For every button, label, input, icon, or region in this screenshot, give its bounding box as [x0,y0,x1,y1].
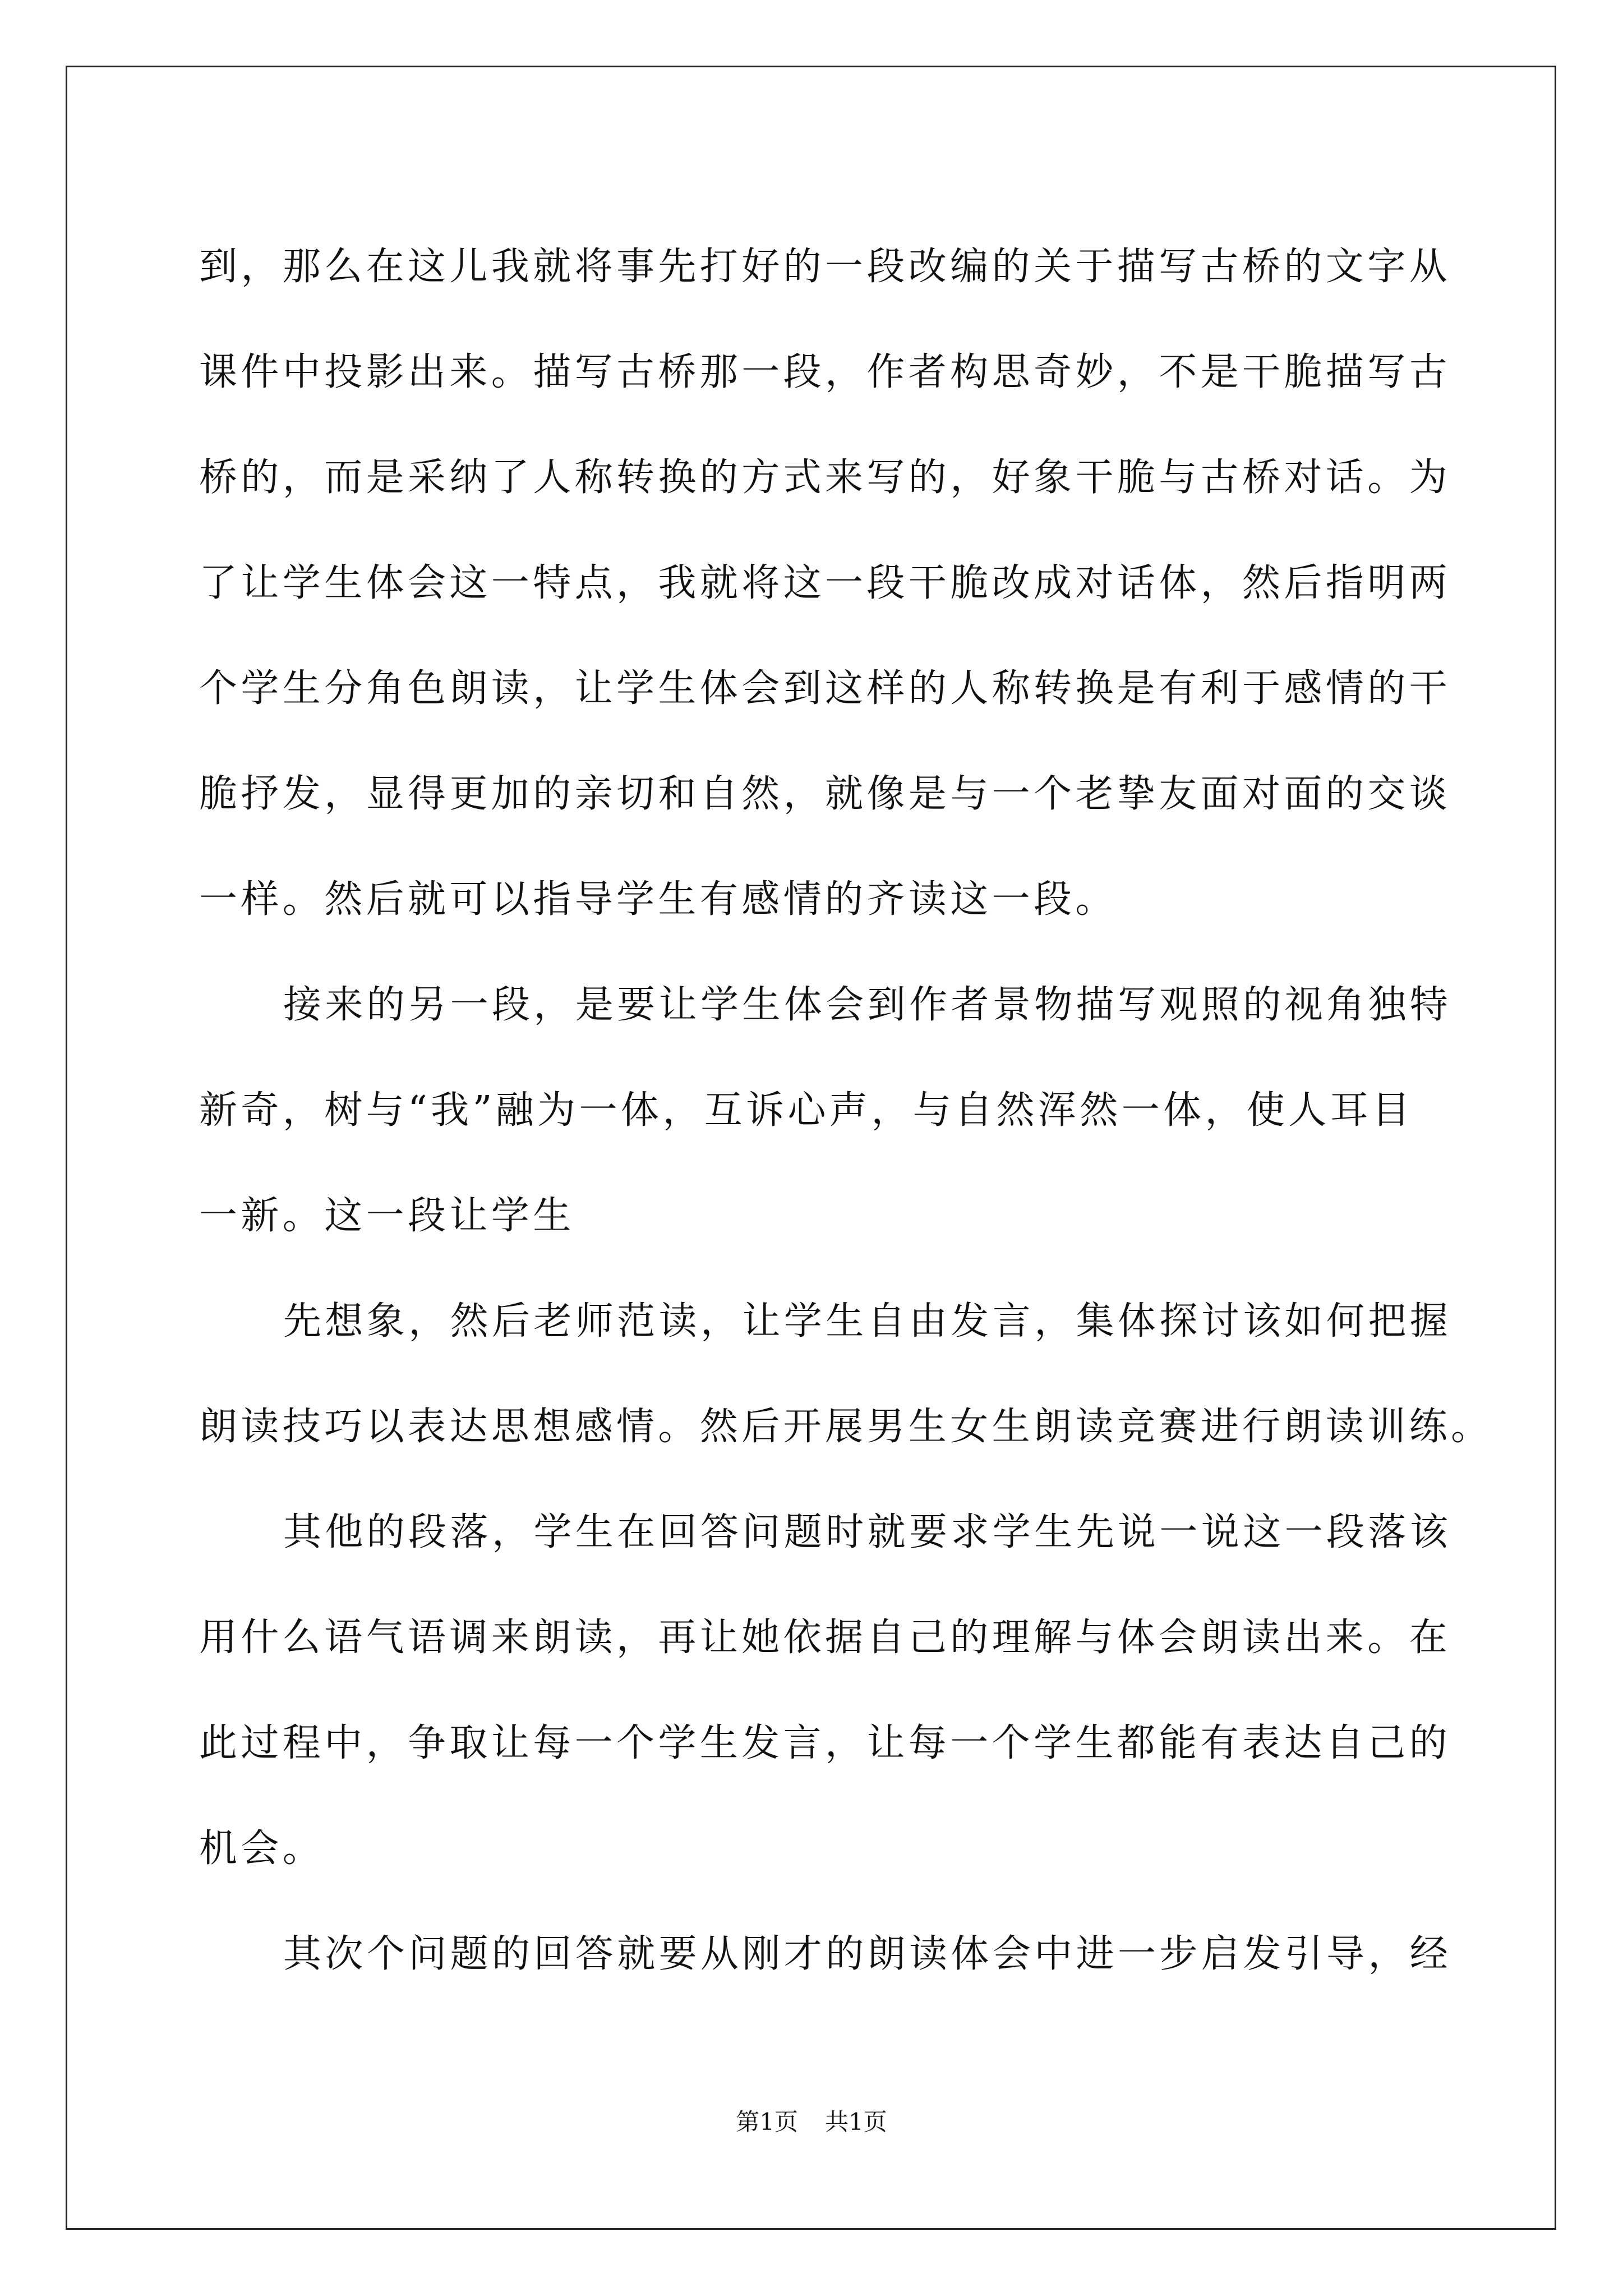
text-line: 接来的另一段，是要让学生体会到作者景物描写观照的视角独特 [283,983,1452,1027]
page-footer [0,2105,1623,2139]
text-line: 此过程中，争取让每一个学生发言，让每一个学生都能有表达自己的 [199,1721,1451,1765]
text-line: 用什么语气语调来朗读，再让她依据自己的理解与体会朗读出来。在 [199,1616,1451,1660]
text-line: 桥的，而是采纳了人称转换的方式来写的，好象干脆与古桥对话。为 [199,455,1451,500]
page-total: 共1页 [825,2108,887,2136]
text-line: 脆抒发，显得更加的亲切和自然，就像是与一个老挚友面对面的交谈 [199,772,1451,816]
text-line: 个学生分角色朗读，让学生体会到这样的人称转换是有利于感情的干 [199,666,1451,711]
text-line: 先想象，然后老师范读，让学生自由发言，集体探讨该如何把握 [283,1299,1452,1343]
page-number: 第1页 [736,2108,798,2136]
text-line: 一新。这一段让学生 [199,1194,575,1238]
text-line: 到，那么在这儿我就将事先打好的一段改编的关于描写古桥的文字从 [199,245,1451,289]
text-line: 其他的段落，学生在回答问题时就要求学生先说一说这一段落该 [283,1510,1452,1554]
text-line: 朗读技巧以表达思想感情。然后开展男生女生朗读竞赛进行朗读训练。 [199,1405,1493,1449]
text-line: 新奇，树与“我”融为一体，互诉心声，与自然浑然一体，使人耳目 [199,1088,1414,1133]
text-line: 其次个问题的回答就要从刚才的朗读体会中进一步启发引导，经 [283,1932,1452,1976]
text-line: 一样。然后就可以指导学生有感情的齐读这一段。 [199,877,1117,922]
text-line: 机会。 [199,1826,325,1871]
text-line: 了让学生体会这一特点，我就将这一段干脆改成对话体，然后指明两 [199,561,1451,605]
text-line: 课件中投影出来。描写古桥那一段，作者构思奇妙，不是干脆描写古 [199,350,1451,394]
document-body [199,214,1493,2007]
